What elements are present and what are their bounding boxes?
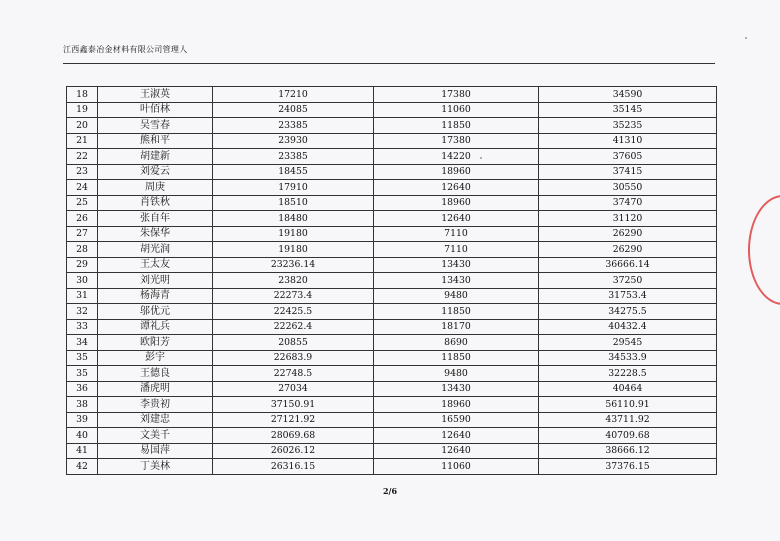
name-cell: 王淑英 [98, 87, 213, 103]
total-cell: 37605 [539, 149, 717, 165]
table-row [67, 242, 717, 258]
total-cell: 31120 [539, 211, 717, 227]
total-cell: 34275.5 [539, 304, 717, 320]
amount-b-cell: 11850 [374, 118, 539, 134]
table-row [67, 211, 717, 227]
row-number-cell: 33 [67, 319, 98, 335]
name-cell: 朱保华 [98, 226, 213, 242]
row-number-cell: 24 [67, 180, 98, 196]
name-cell: 刘建忠 [98, 412, 213, 428]
name-cell: 王德良 [98, 366, 213, 382]
name-cell: 熊和平 [98, 133, 213, 149]
total-cell: 34533.9 [539, 350, 717, 366]
amount-a-cell: 22683.9 [213, 350, 374, 366]
name-cell: 肖铁秋 [98, 195, 213, 211]
amount-b-cell: 11060 [374, 102, 539, 118]
table-row [67, 164, 717, 180]
name-cell: 丁美林 [98, 459, 213, 475]
name-cell: 王太友 [98, 257, 213, 273]
table-row [67, 102, 717, 118]
amount-a-cell: 22262.4 [213, 319, 374, 335]
amount-b-cell: 18960 [374, 397, 539, 413]
row-number-cell: 38 [67, 397, 98, 413]
amount-b-cell: 18960 [374, 195, 539, 211]
total-cell: 30550 [539, 180, 717, 196]
row-number-cell: 27 [67, 226, 98, 242]
table-row [67, 335, 717, 351]
amount-b-cell: 9480 [374, 288, 539, 304]
row-number-cell: 35 [67, 350, 98, 366]
scan-speck [745, 37, 747, 39]
table-row [67, 397, 717, 413]
total-cell: 37376.15 [539, 459, 717, 475]
table-row [67, 459, 717, 475]
total-cell: 34590 [539, 87, 717, 103]
row-number-cell: 19 [67, 102, 98, 118]
table-row [67, 195, 717, 211]
table-row [67, 366, 717, 382]
table-row [67, 412, 717, 428]
name-cell: 邬优元 [98, 304, 213, 320]
total-cell: 26290 [539, 226, 717, 242]
table-row [67, 304, 717, 320]
name-cell: 欧阳芳 [98, 335, 213, 351]
row-number-cell: 29 [67, 257, 98, 273]
amount-a-cell: 23236.14 [213, 257, 374, 273]
total-cell: 29545 [539, 335, 717, 351]
row-number-cell: 18 [67, 87, 98, 103]
header-rule [63, 63, 715, 64]
table-row [67, 381, 717, 397]
amount-a-cell: 22273.4 [213, 288, 374, 304]
amount-a-cell: 23820 [213, 273, 374, 289]
claims-table-body [67, 87, 717, 475]
total-cell: 38666.12 [539, 443, 717, 459]
amount-b-cell: 7110 [374, 226, 539, 242]
amount-a-cell: 19180 [213, 242, 374, 258]
amount-b-cell: 8690 [374, 335, 539, 351]
total-cell: 32228.5 [539, 366, 717, 382]
amount-a-cell: 18455 [213, 164, 374, 180]
amount-a-cell: 17910 [213, 180, 374, 196]
row-number-cell: 32 [67, 304, 98, 320]
amount-a-cell: 26026.12 [213, 443, 374, 459]
total-cell: 40432.4 [539, 319, 717, 335]
scan-speck [480, 157, 482, 159]
amount-b-cell: 16590 [374, 412, 539, 428]
name-cell: 杨海青 [98, 288, 213, 304]
amount-a-cell: 23930 [213, 133, 374, 149]
amount-a-cell: 19180 [213, 226, 374, 242]
amount-b-cell: 13430 [374, 381, 539, 397]
table-row [67, 350, 717, 366]
table-row [67, 180, 717, 196]
row-number-cell: 26 [67, 211, 98, 227]
amount-a-cell: 18480 [213, 211, 374, 227]
page-number: 2/6 [382, 486, 398, 496]
amount-a-cell: 17210 [213, 87, 374, 103]
total-cell: 43711.92 [539, 412, 717, 428]
name-cell: 胡光润 [98, 242, 213, 258]
row-number-cell: 41 [67, 443, 98, 459]
total-cell: 56110.91 [539, 397, 717, 413]
row-number-cell: 21 [67, 133, 98, 149]
table-row [67, 443, 717, 459]
total-cell: 26290 [539, 242, 717, 258]
row-number-cell: 25 [67, 195, 98, 211]
name-cell: 刘光明 [98, 273, 213, 289]
amount-b-cell: 14220 [374, 149, 539, 165]
amount-a-cell: 20855 [213, 335, 374, 351]
amount-a-cell: 26316.15 [213, 459, 374, 475]
amount-a-cell: 24085 [213, 102, 374, 118]
name-cell: 文美千 [98, 428, 213, 444]
table-row [67, 133, 717, 149]
total-cell: 40464 [539, 381, 717, 397]
row-number-cell: 42 [67, 459, 98, 475]
name-cell: 吴雪春 [98, 118, 213, 134]
total-cell: 35235 [539, 118, 717, 134]
amount-b-cell: 18170 [374, 319, 539, 335]
amount-a-cell: 22748.5 [213, 366, 374, 382]
amount-b-cell: 12640 [374, 428, 539, 444]
table-row [67, 226, 717, 242]
amount-b-cell: 18960 [374, 164, 539, 180]
row-number-cell: 31 [67, 288, 98, 304]
row-number-cell: 36 [67, 381, 98, 397]
total-cell: 35145 [539, 102, 717, 118]
claims-table [66, 86, 717, 475]
amount-b-cell: 9480 [374, 366, 539, 382]
amount-a-cell: 23385 [213, 149, 374, 165]
name-cell: 张自年 [98, 211, 213, 227]
amount-b-cell: 7110 [374, 242, 539, 258]
row-number-cell: 30 [67, 273, 98, 289]
row-number-cell: 35 [67, 366, 98, 382]
row-number-cell: 34 [67, 335, 98, 351]
amount-a-cell: 28069.68 [213, 428, 374, 444]
row-number-cell: 28 [67, 242, 98, 258]
total-cell: 41310 [539, 133, 717, 149]
table-row [67, 149, 717, 165]
amount-b-cell: 11850 [374, 350, 539, 366]
total-cell: 40709.68 [539, 428, 717, 444]
name-cell: 谭礼兵 [98, 319, 213, 335]
name-cell: 易国萍 [98, 443, 213, 459]
table-row [67, 319, 717, 335]
page-header-company: 江西鑫泰冶金材料有限公司管理人 [63, 45, 188, 54]
row-number-cell: 23 [67, 164, 98, 180]
amount-a-cell: 37150.91 [213, 397, 374, 413]
table-row [67, 118, 717, 134]
total-cell: 36666.14 [539, 257, 717, 273]
total-cell: 37415 [539, 164, 717, 180]
total-cell: 31753.4 [539, 288, 717, 304]
amount-b-cell: 12640 [374, 443, 539, 459]
table-row [67, 288, 717, 304]
total-cell: 37250 [539, 273, 717, 289]
total-cell: 37470 [539, 195, 717, 211]
amount-b-cell: 11060 [374, 459, 539, 475]
amount-a-cell: 18510 [213, 195, 374, 211]
row-number-cell: 22 [67, 149, 98, 165]
name-cell: 李贵初 [98, 397, 213, 413]
amount-b-cell: 17380 [374, 133, 539, 149]
amount-b-cell: 17380 [374, 87, 539, 103]
row-number-cell: 40 [67, 428, 98, 444]
table-row [67, 428, 717, 444]
amount-b-cell: 12640 [374, 211, 539, 227]
amount-a-cell: 27034 [213, 381, 374, 397]
row-number-cell: 20 [67, 118, 98, 134]
row-number-cell: 39 [67, 412, 98, 428]
table-row [67, 273, 717, 289]
amount-b-cell: 12640 [374, 180, 539, 196]
name-cell: 刘爱云 [98, 164, 213, 180]
amount-a-cell: 27121.92 [213, 412, 374, 428]
amount-a-cell: 22425.5 [213, 304, 374, 320]
amount-b-cell: 13430 [374, 257, 539, 273]
name-cell: 叶佰林 [98, 102, 213, 118]
amount-a-cell: 23385 [213, 118, 374, 134]
name-cell: 胡建新 [98, 149, 213, 165]
table-row [67, 257, 717, 273]
name-cell: 潘虎明 [98, 381, 213, 397]
amount-b-cell: 11850 [374, 304, 539, 320]
table-row [67, 87, 717, 103]
name-cell: 周庚 [98, 180, 213, 196]
name-cell: 彭宇 [98, 350, 213, 366]
amount-b-cell: 13430 [374, 273, 539, 289]
